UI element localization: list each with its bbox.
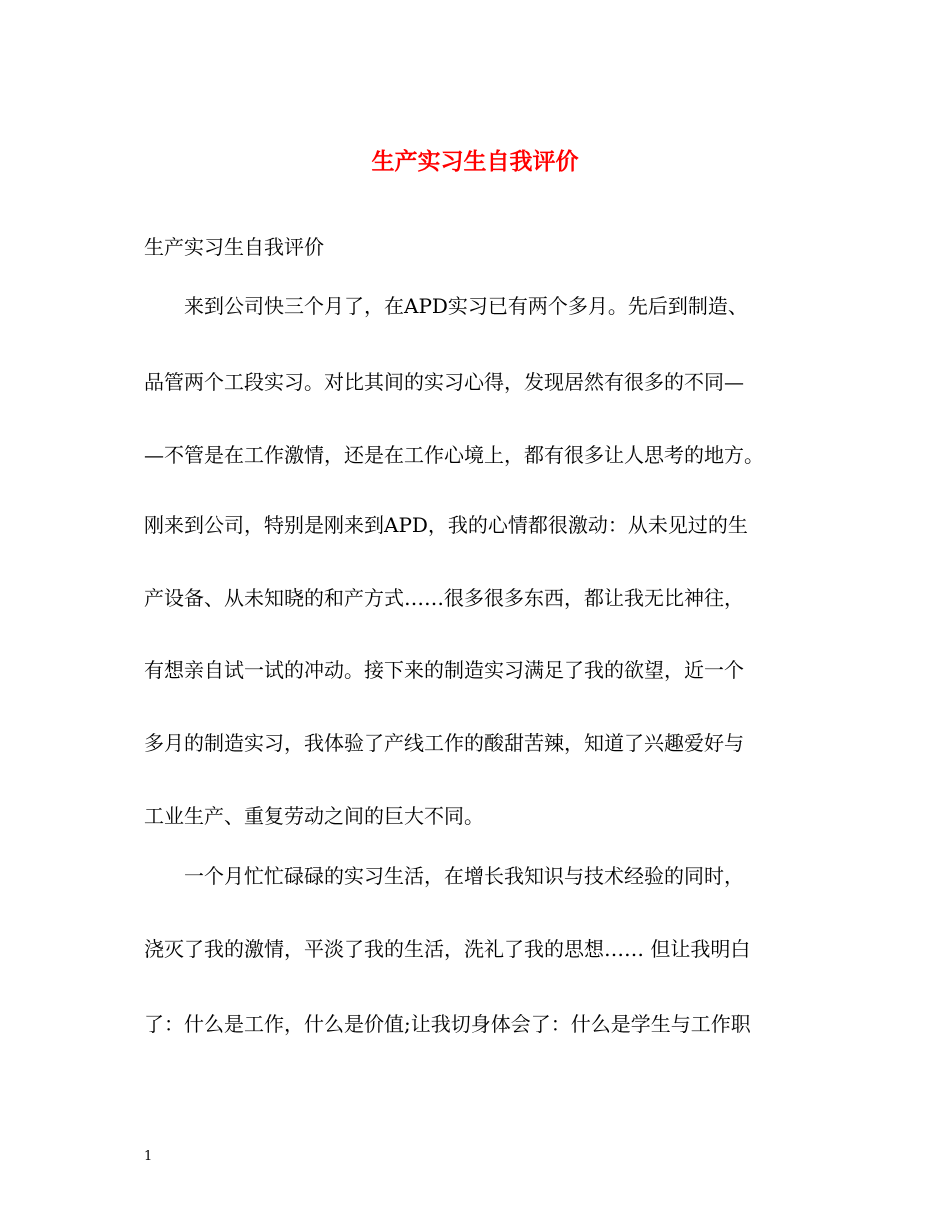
paragraph-line: 浇灭了我的激情，平淡了我的生活，洗礼了我的思想…… 但让我明白 [144,937,751,961]
paragraph-line: 有想亲自试一试的冲动。接下来的制造实习满足了我的欲望，近一个 [144,658,744,682]
paragraph-line: 品管两个工段实习。对比其间的实习心得，发现居然有很多的不同— [144,370,744,394]
document-title: 生产实习生自我评价 [371,148,579,175]
paragraph-line: 来到公司快三个月了，在APD实习已有两个多月。先后到制造、 [144,294,748,318]
paragraph-line: 一个月忙忙碌碌的实习生活，在增长我知识与技术经验的同时， [144,864,744,888]
paragraph-line: 多月的制造实习，我体验了产线工作的酸甜苦辣，知道了兴趣爱好与 [144,731,744,755]
paragraph-line: 刚来到公司，特别是刚来到APD，我的心情都很激动：从未见过的生 [144,513,748,537]
page-number: 1 [144,1149,153,1164]
paragraph-line: 产设备、从未知晓的和产方式……很多很多东西，都让我无比神往， [144,586,744,610]
paragraph-line: —不管是在工作激情，还是在工作心境上，都有很多让人思考的地方。 [144,443,764,467]
paragraph-line: 了：什么是工作，什么是价值;让我切身体会了：什么是学生与工作职 [144,1012,751,1036]
paragraph-line: 工业生产、重复劳动之间的巨大不同。 [144,804,484,828]
section-heading: 生产实习生自我评价 [144,235,324,259]
